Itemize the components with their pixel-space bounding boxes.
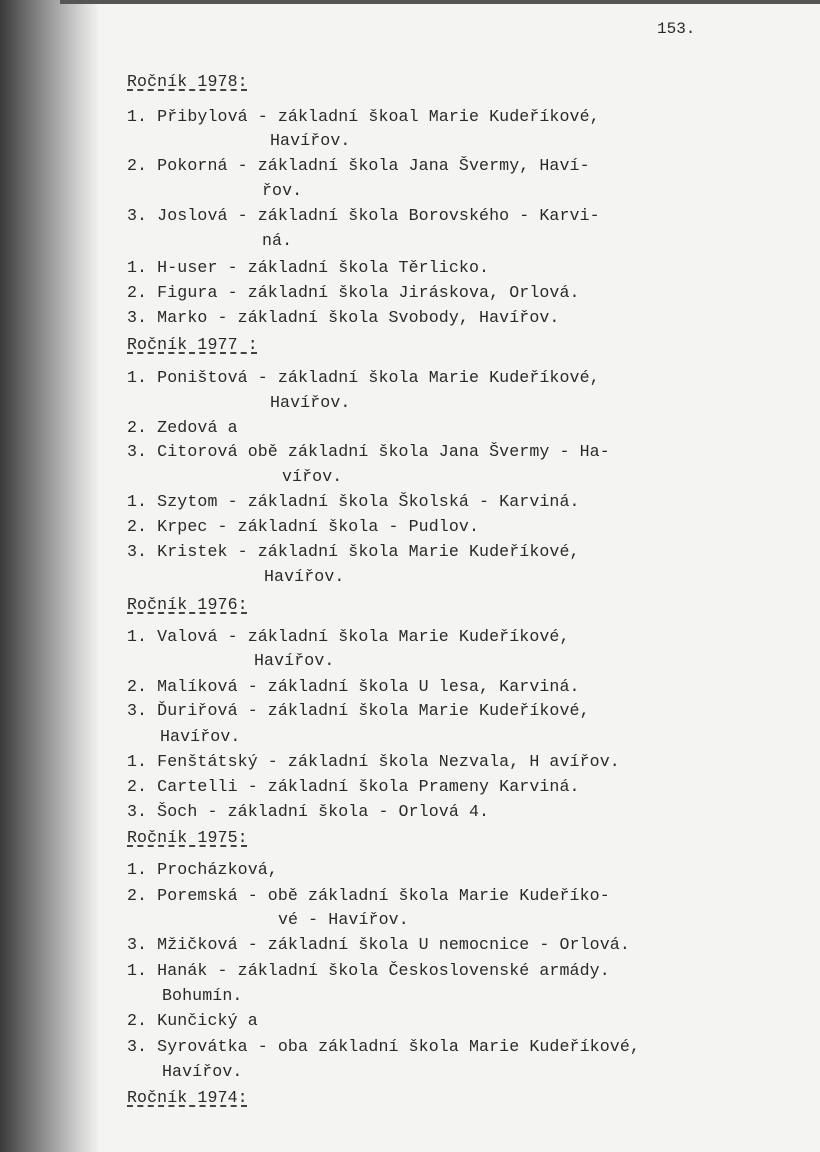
list-line: řov. (262, 181, 303, 200)
list-line: 3. Syrovátka - oba základní škola Marie Kudeříkové, (127, 1037, 640, 1056)
list-line: 3. Ďuriřová - základní škola Marie Kudeříkové, (127, 701, 590, 720)
list-line: Havířov. (270, 131, 351, 150)
list-line: 2. Kunčický a (127, 1011, 258, 1030)
list-line: Havířov. (162, 1062, 243, 1081)
list-line: ná. (262, 231, 293, 250)
section-heading: Ročník 1977 : (127, 335, 258, 354)
list-line: 1. Valová - základní škola Marie Kudeříkové, (127, 627, 570, 646)
list-line: vé - Havířov. (278, 910, 409, 929)
scan-binding-shadow (0, 0, 100, 1152)
list-line: 3. Mžičková - základní škola U nemocnice - Orlová. (127, 935, 630, 954)
list-line: 1. Procházková, (127, 860, 278, 879)
list-line: 2. Figura - základní škola Jiráskova, Orlová. (127, 283, 580, 302)
list-line: 2. Poremská - obě základní škola Marie Kudeříko- (127, 886, 610, 905)
list-line: 1. Přibylová - základní škoal Marie Kudeříkové, (127, 107, 600, 126)
list-line: 2. Krpec - základní škola - Pudlov. (127, 517, 480, 536)
list-line: 3. Joslová - základní škola Borovského - Karvi- (127, 206, 600, 225)
list-line: 2. Cartelli - základní škola Prameny Karviná. (127, 777, 580, 796)
list-line: 1. Szytom - základní škola Školská - Karviná. (127, 492, 580, 511)
section-heading: Ročník 1978: (127, 72, 248, 91)
scan-top-edge (60, 0, 820, 4)
list-line: 3. Kristek - základní škola Marie Kudeříkové, (127, 542, 580, 561)
section-heading: Ročník 1975: (127, 828, 248, 847)
list-line: 1. Hanák - základní škola Československé armády. (127, 961, 610, 980)
section-heading: Ročník 1976: (127, 595, 248, 614)
page-number: 153. (657, 20, 696, 38)
list-line: 2. Pokorná - základní škola Jana Švermy, Haví- (127, 156, 590, 175)
list-line: Havířov. (254, 651, 335, 670)
list-line: 1. Poništová - základní škola Marie Kudeříkové, (127, 368, 600, 387)
list-line: 2. Malíková - základní škola U lesa, Karviná. (127, 677, 580, 696)
list-line: Havířov. (270, 393, 351, 412)
list-line: 3. Marko - základní škola Svobody, Havířov. (127, 308, 560, 327)
list-line: Bohumín. (162, 986, 243, 1005)
list-line: Havířov. (264, 567, 345, 586)
list-line: 3. Šoch - základní škola - Orlová 4. (127, 802, 490, 821)
list-line: 1. H-user - základní škola Těrlicko. (127, 258, 490, 277)
section-heading: Ročník 1974: (127, 1088, 248, 1107)
list-line: 3. Citorová obě základní škola Jana Švermy - Ha- (127, 442, 610, 461)
list-line: vířov. (282, 467, 343, 486)
list-line: 1. Fenštátský - základní škola Nezvala, H avířov. (127, 752, 620, 771)
list-line: 2. Zedová a (127, 418, 238, 437)
list-line: Havířov. (160, 727, 241, 746)
